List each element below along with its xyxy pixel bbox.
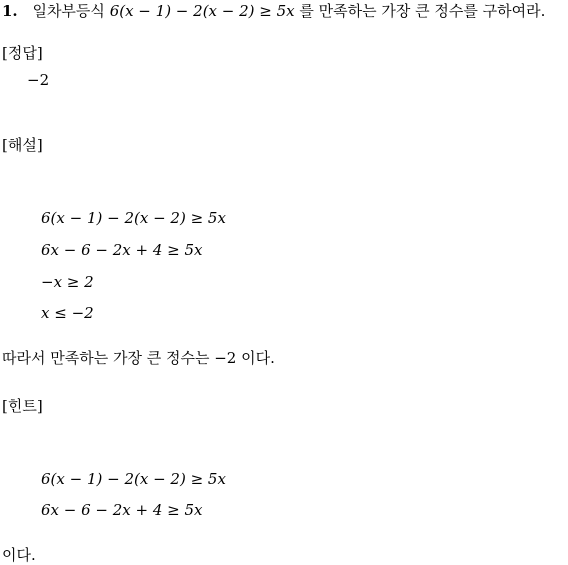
problem-text-after: 를 만족하는 가장 큰 정수를 구하여라. <box>299 2 546 20</box>
conclusion-value: −2 <box>214 349 237 367</box>
answer-label: [정답] <box>2 44 43 62</box>
answer-value: −2 <box>27 71 50 89</box>
hint-step-1: 6(x − 1) − 2(x − 2) ≥ 5x <box>41 470 226 488</box>
explanation-label: [해설] <box>2 136 43 154</box>
hint-label: [힌트] <box>2 397 43 415</box>
hint-step-2: 6x − 6 − 2x + 4 ≥ 5x <box>41 501 203 519</box>
explanation-conclusion <box>2 349 275 367</box>
problem-number: 1. <box>2 2 18 20</box>
hint-closing: 이다. <box>2 546 36 564</box>
explanation-step-2: 6x − 6 − 2x + 4 ≥ 5x <box>41 241 203 259</box>
problem-statement <box>2 2 545 20</box>
explanation-step-1: 6(x − 1) − 2(x − 2) ≥ 5x <box>41 209 226 227</box>
explanation-step-4: x ≤ −2 <box>41 304 94 322</box>
conclusion-text-after: 이다. <box>241 349 275 367</box>
problem-inequality: 6(x − 1) − 2(x − 2) ≥ 5x <box>109 2 295 20</box>
conclusion-text-before: 따라서 만족하는 가장 큰 정수는 <box>2 349 210 367</box>
explanation-step-3: −x ≥ 2 <box>41 273 94 291</box>
problem-text-before: 일차부등식 <box>32 2 105 20</box>
